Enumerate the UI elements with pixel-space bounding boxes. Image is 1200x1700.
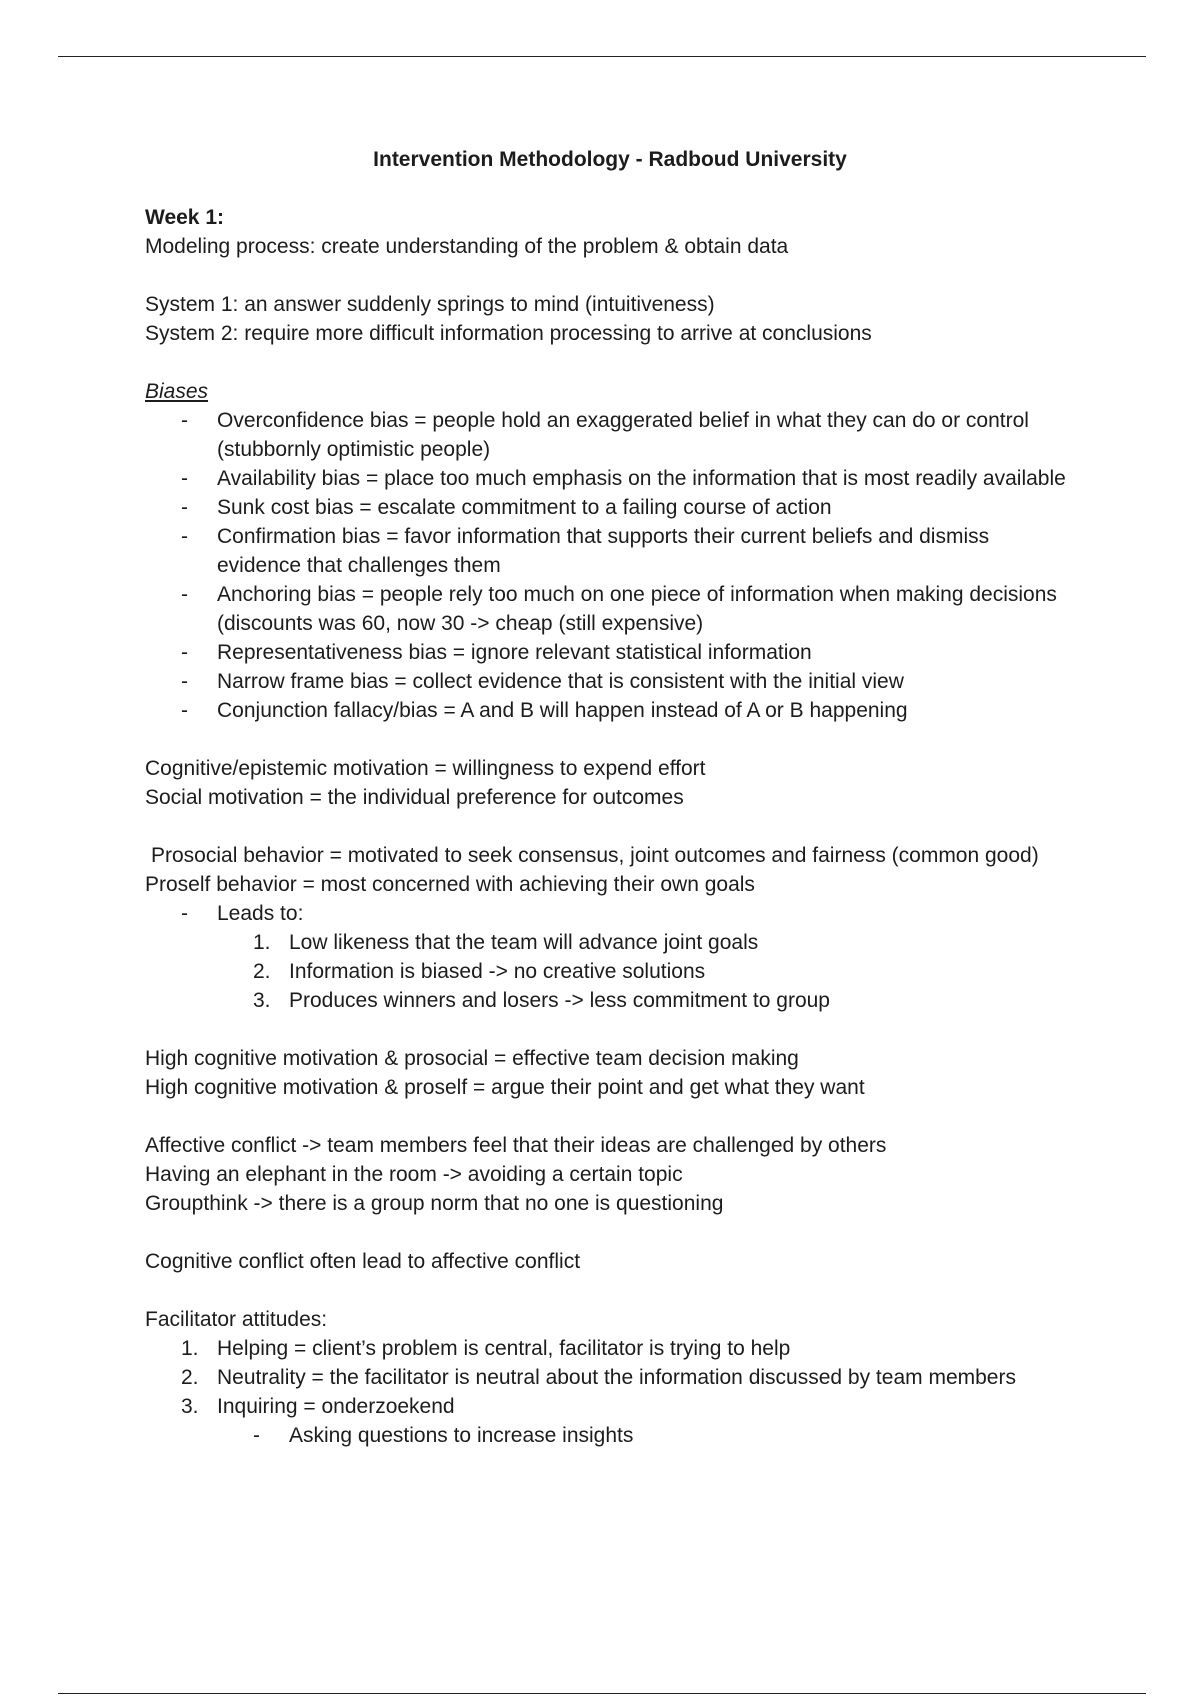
week-heading: Week 1: [145, 206, 224, 229]
list-item: - Anchoring bias = people rely too much on one piece of information when making decisions (discounts was 60, now 30 -> cheap (still expensive) [181, 583, 1057, 635]
cognitive-conflict-line: Cognitive conflict often lead to affective conflict [145, 1250, 581, 1273]
prosocial-line: Prosocial behavior = motivated to seek consensus, joint outcomes and fairness (common good) [151, 844, 1039, 867]
facilitator-list [145, 1334, 1075, 1421]
bottom-rule [58, 1693, 1146, 1694]
cognitive-motivation-line: Cognitive/epistemic motivation = willingness to expend effort [145, 757, 706, 780]
biases-list [145, 406, 1075, 725]
document-title: Intervention Methodology - Radboud University [373, 148, 847, 171]
affective-conflict-line: Affective conflict -> team members feel that their ideas are challenged by others [145, 1134, 887, 1157]
biases-label: Biases [145, 380, 209, 403]
list-item: - Narrow frame bias = collect evidence that is consistent with the initial view [181, 670, 904, 693]
list-item: - Leads to: [181, 902, 304, 925]
list-item: 2. Information is biased -> no creative solutions [253, 960, 706, 983]
list-item: - Conjunction fallacy/bias = A and B will happen instead of A or B happening [181, 699, 908, 722]
list-item: 3. Produces winners and losers -> less commitment to group [253, 989, 830, 1012]
list-item: - Confirmation bias = favor information that supports their current beliefs and dismiss evidence that challenges them [181, 525, 990, 577]
list-item: - Overconfidence bias = people hold an exaggerated belief in what they can do or control (stubbornly optimistic people) [181, 409, 1029, 461]
list-item: - Availability bias = place too much emphasis on the information that is most readily available [181, 467, 1066, 490]
social-motivation-line: Social motivation = the individual preference for outcomes [145, 786, 684, 809]
top-rule [58, 56, 1146, 57]
list-item: - Sunk cost bias = escalate commitment to a failing course of action [181, 496, 832, 519]
consequences-list [145, 928, 1075, 1015]
elephant-line: Having an elephant in the room -> avoiding a certain topic [145, 1163, 683, 1186]
facilitator-heading: Facilitator attitudes: [145, 1308, 328, 1331]
high-prosocial-line: High cognitive motivation & prosocial = effective team decision making [145, 1047, 799, 1070]
system2-line: System 2: require more difficult information processing to arrive at conclusions [145, 322, 872, 345]
list-item: 1. Low likeness that the team will advance joint goals [253, 931, 759, 954]
inquiring-sublist [145, 1421, 1075, 1450]
list-item: 2. Neutrality = the facilitator is neutral about the information discussed by team members [181, 1366, 1016, 1389]
list-item: 1. Helping = client’s problem is central, facilitator is trying to help [181, 1337, 791, 1360]
high-proself-line: High cognitive motivation & proself = argue their point and get what they want [145, 1076, 865, 1099]
biases-section [145, 377, 1075, 406]
system1-line: System 1: an answer suddenly springs to mind (intuitiveness) [145, 293, 715, 316]
list-item: - Asking questions to increase insights [253, 1424, 634, 1447]
groupthink-line: Groupthink -> there is a group norm that no one is questioning [145, 1192, 724, 1215]
document-body [145, 145, 1075, 1450]
proself-line: Proself behavior = most concerned with achieving their own goals [145, 873, 755, 896]
leads-to-list [145, 899, 1075, 928]
modeling-line: Modeling process: create understanding of the problem & obtain data [145, 235, 789, 258]
list-item: 3. Inquiring = onderzoekend [181, 1395, 455, 1418]
list-item: - Representativeness bias = ignore relevant statistical information [181, 641, 812, 664]
